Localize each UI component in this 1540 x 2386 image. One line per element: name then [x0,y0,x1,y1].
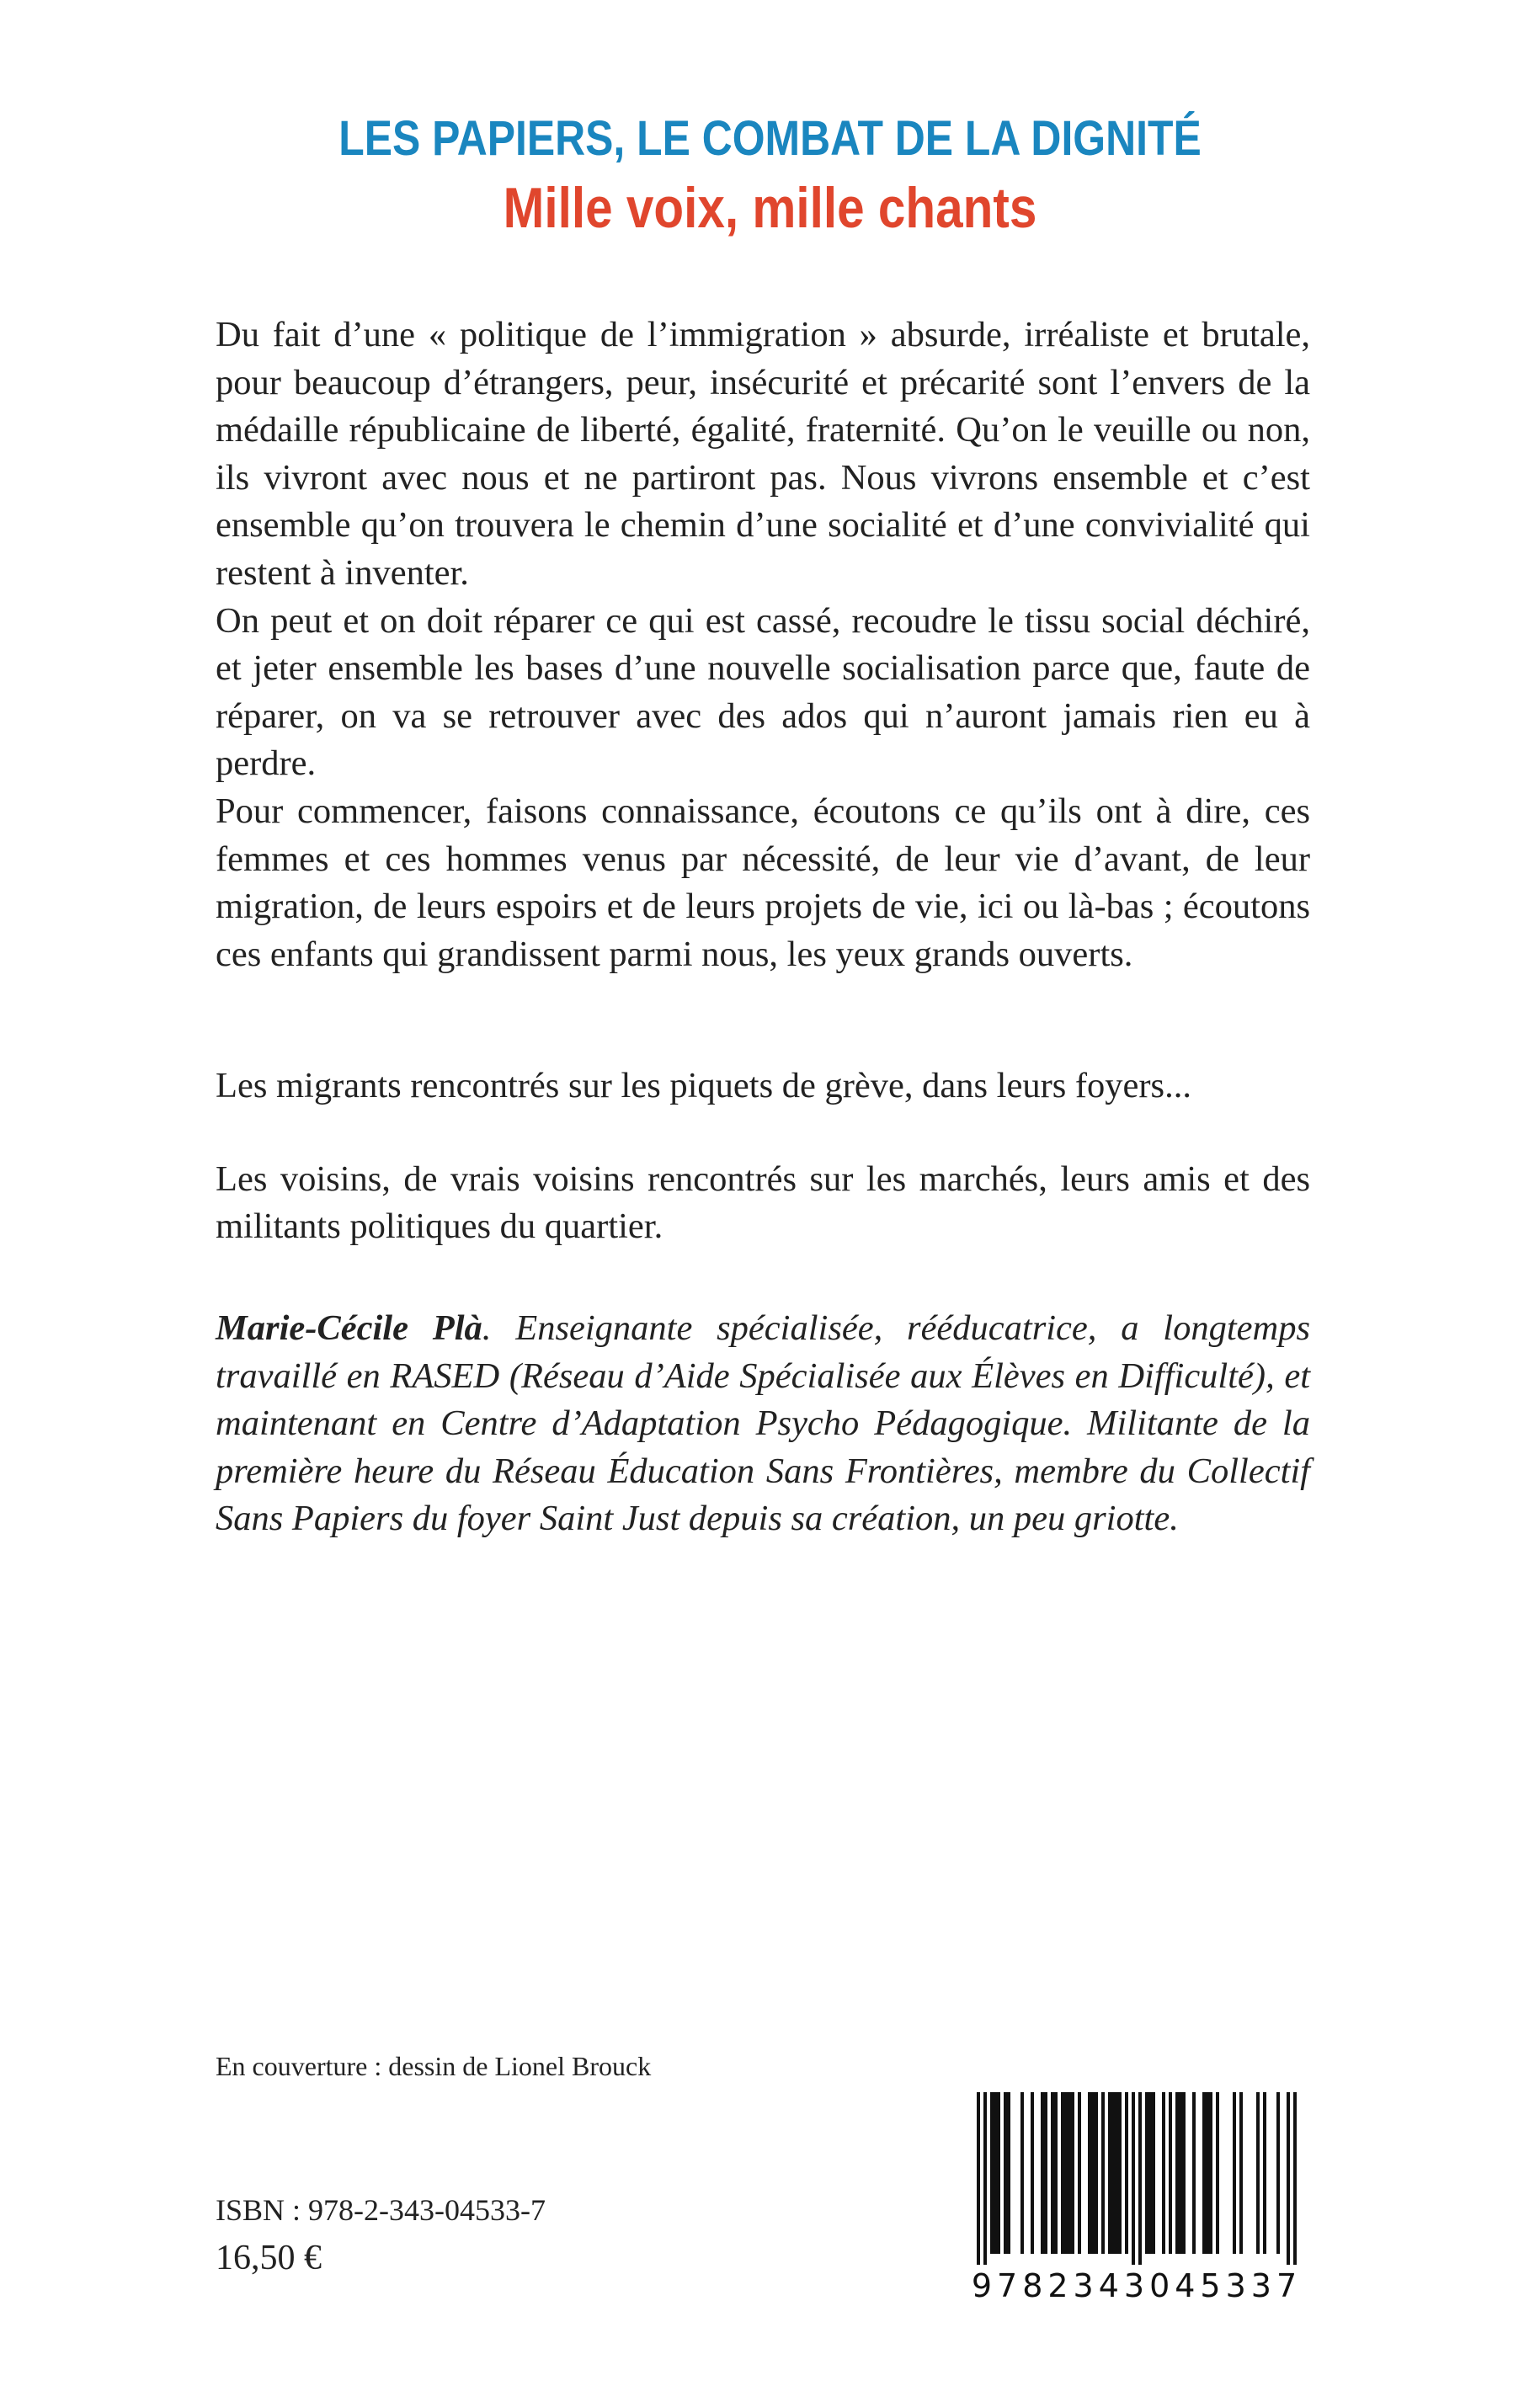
encounters-line-1: Les migrants rencontrés sur les piquets de grève, dans leurs foyers... [216,1066,1191,1105]
barcode-bar [983,2092,987,2265]
barcode-bar [1004,2092,1007,2254]
isbn: ISBN : 978-2-343-04533-7 [216,2193,546,2227]
barcode-bar [1263,2092,1266,2254]
barcode-bar [1256,2092,1260,2254]
author-bio-text: . Enseignante spécialisée, rééducatrice, a longtemps travaillé en RASED (Réseau d’Aide Spécialisée aux Élèves en Difficulté), et maintenant en Centre d’Adaptation Psycho Pédagogique. Militante de la première heure du Réseau Éducation Sans Frontières, membre du Collectif Sans Papiers du foyer Saint Just depuis sa création, un peu griotte. [216,1308,1310,1539]
barcode-bar [1108,2092,1111,2254]
barcode-bar [1179,2092,1182,2254]
blurb-paragraph-3: Pour commencer, faisons connaissance, écoutons ce qu’ils ont à dire, ces femmes et ces hommes venus par nécessité, de leur vie d’avant, de leur migration, de leurs espoirs et de leurs projets de vie, ici ou là-bas ; écoutons ces enfants qui grandissent parmi nous, les yeux grands ouverts. [216,791,1310,974]
cover-header [0,109,1540,242]
author-name: Marie-Cécile Plà [216,1308,482,1348]
book-title: LES PAPIERS, LE COMBAT DE LA DIGNITÉ [338,111,1202,166]
barcode-bar [1031,2092,1034,2254]
barcode-bar [1132,2092,1135,2265]
barcode-bar [1145,2092,1148,2254]
blurb-paragraph-2: On peut et on doit réparer ce qui est cassé, recoudre le tissu social déchiré, et jeter ensemble les bases d’une nouvelle socialisation parce que, faute de réparer, on va se retrouver avec des ados qui n’auront jamais rien eu à perdre. [216,600,1310,784]
barcode-bar [990,2092,994,2254]
author-bio-paragraph [216,1305,1310,1543]
barcode-bar [997,2092,1000,2254]
encounters-line-2: Les voisins, de vrais voisins rencontrés sur les marchés, leurs amis et des militants politiques du quartier. [216,1158,1310,1247]
barcode-bar [1088,2092,1091,2254]
author-bio [216,1305,1310,1543]
barcode-bar [1206,2092,1209,2254]
barcode-bar [1095,2092,1098,2254]
barcode-bar [1182,2092,1186,2254]
barcode-bar [1169,2092,1172,2254]
barcode-bar [1125,2092,1128,2254]
cover-credit: En couverture : dessin de Lionel Brouck [216,2051,652,2081]
barcode-bar [1216,2092,1219,2254]
blurb-text [216,312,1310,978]
barcode-bar [1061,2092,1064,2254]
barcode-bar [1078,2092,1081,2254]
book-subtitle: Mille voix, mille chants [503,176,1037,240]
barcode-bar [1007,2092,1010,2254]
barcode-bar [1111,2092,1115,2254]
barcode-bars [960,2092,1314,2265]
encounters-text [216,1063,1310,1251]
barcode-bar [1148,2092,1152,2254]
barcode-bar [1202,2092,1206,2254]
barcode-digits: 9782343045337 [971,2267,1303,2304]
barcode-bar [1115,2092,1118,2254]
barcode-bar [1293,2092,1297,2265]
price: 16,50 € [216,2239,322,2277]
barcode-bar [1044,2092,1047,2254]
barcode-bar [1041,2092,1044,2254]
blurb-paragraph-1: Du fait d’une « politique de l’immigration » absurde, irréaliste et brutale, pour beaucoup d’étrangers, peur, insécurité et précarité sont l’envers de la médaille républicaine de liberté, égalité, fraternité. Qu’on le veuille ou non, ils vivront avec nous et ne partiront pas. Nous vivrons ensemble et c’est ensemble qu’on trouvera le chemin d’une socialité et d’une convivialité qui restent à inventer. [216,315,1310,593]
barcode-bar [1239,2092,1243,2254]
barcode-bar [1118,2092,1122,2254]
barcode-bar [1192,2092,1196,2254]
barcode-bar [1152,2092,1155,2254]
barcode-bar [1101,2092,1105,2254]
barcode-bar [1054,2092,1058,2254]
barcode-bar [1068,2092,1071,2254]
barcode-bar [1064,2092,1068,2254]
barcode [960,2092,1314,2311]
barcode-bar [1138,2092,1142,2265]
barcode-bar [1287,2092,1290,2265]
barcode-bar [1020,2092,1024,2254]
barcode-bar [1276,2092,1280,2254]
barcode-bar [1051,2092,1054,2254]
barcode-bar [1233,2092,1236,2254]
barcode-bar [977,2092,980,2265]
barcode-bar [1091,2092,1095,2254]
barcode-bar [1175,2092,1179,2254]
barcode-bar [1209,2092,1212,2254]
barcode-bar [1071,2092,1074,2254]
barcode-bar [1162,2092,1165,2254]
barcode-bar [994,2092,997,2254]
